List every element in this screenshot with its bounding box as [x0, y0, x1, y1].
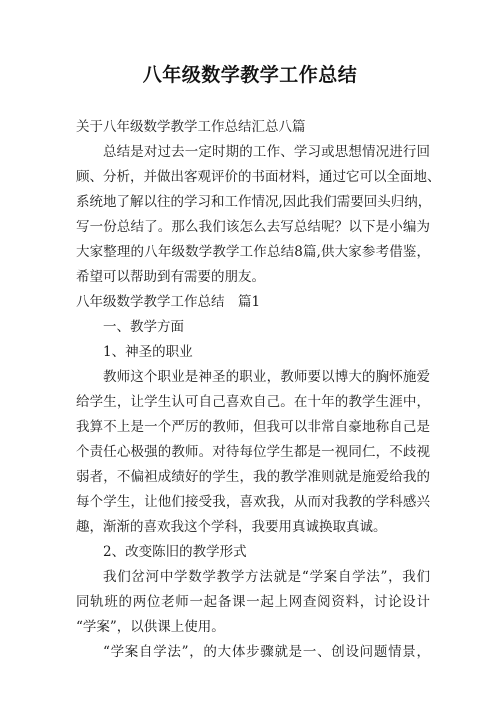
document-title: 八年级数学教学工作总结: [142, 64, 358, 86]
text-line: 弱者，不偏袒成绩好的学生，我的教学准则就是施爱给我的: [76, 469, 430, 485]
text-line: 一、教学方面: [103, 319, 184, 335]
text-line: 个责任心极强的教师。对待每位学生都是一视同仁，不歧视: [76, 444, 430, 460]
text-line: 总结是对过去一定时期的工作、学习或思想情况进行回: [103, 144, 430, 160]
text-line: 趣，渐渐的喜欢我这个学科，我要用真诚换取真诚。: [76, 519, 387, 535]
text-line: “学案”，以供课上使用。: [76, 619, 225, 635]
text-line: 希望可以帮助到有需要的朋友。: [76, 269, 265, 285]
document-body: [76, 115, 441, 665]
text-line: 每个学生，让他们接受我，喜欢我，从而对我教的学科感兴: [76, 494, 430, 510]
text-line: 大家整理的八年级数学教学工作总结8篇,供大家参考借鉴，: [76, 244, 430, 260]
text-line: 八年级数学教学工作总结 篇1: [76, 294, 261, 310]
text-line: 我算不上是一个严厉的教师，但我可以非常自豪地称自己是: [76, 419, 430, 435]
text-line: 写一份总结了。那么我们该怎么去写总结呢？以下是小编为: [76, 219, 430, 235]
text-line: 系统地了解以往的学习和工作情况,因此我们需要回头归纳，: [76, 194, 432, 210]
text-line: 1、神圣的职业: [103, 344, 193, 360]
text-line: 顾、分析，并做出客观评价的书面材料，通过它可以全面地、: [76, 169, 441, 185]
text-line: 教师这个职业是神圣的职业，教师要以博大的胸怀施爱: [103, 369, 430, 385]
text-line: 2、改变陈旧的教学形式: [103, 544, 247, 560]
text-line: 关于八年级数学教学工作总结汇总八篇: [76, 119, 306, 135]
text-line: “学案自学法”，的大体步骤就是一、创设问题情景，: [103, 644, 430, 660]
text-line: 同轨班的两位老师一起备课一起上网查阅资料，讨论设计: [76, 594, 430, 610]
text-line: 我们岔河中学数学教学方法就是“学案自学法”，我们: [103, 569, 430, 585]
text-line: 给学生，让学生认可自己喜欢自己。在十年的教学生涯中，: [76, 394, 430, 410]
